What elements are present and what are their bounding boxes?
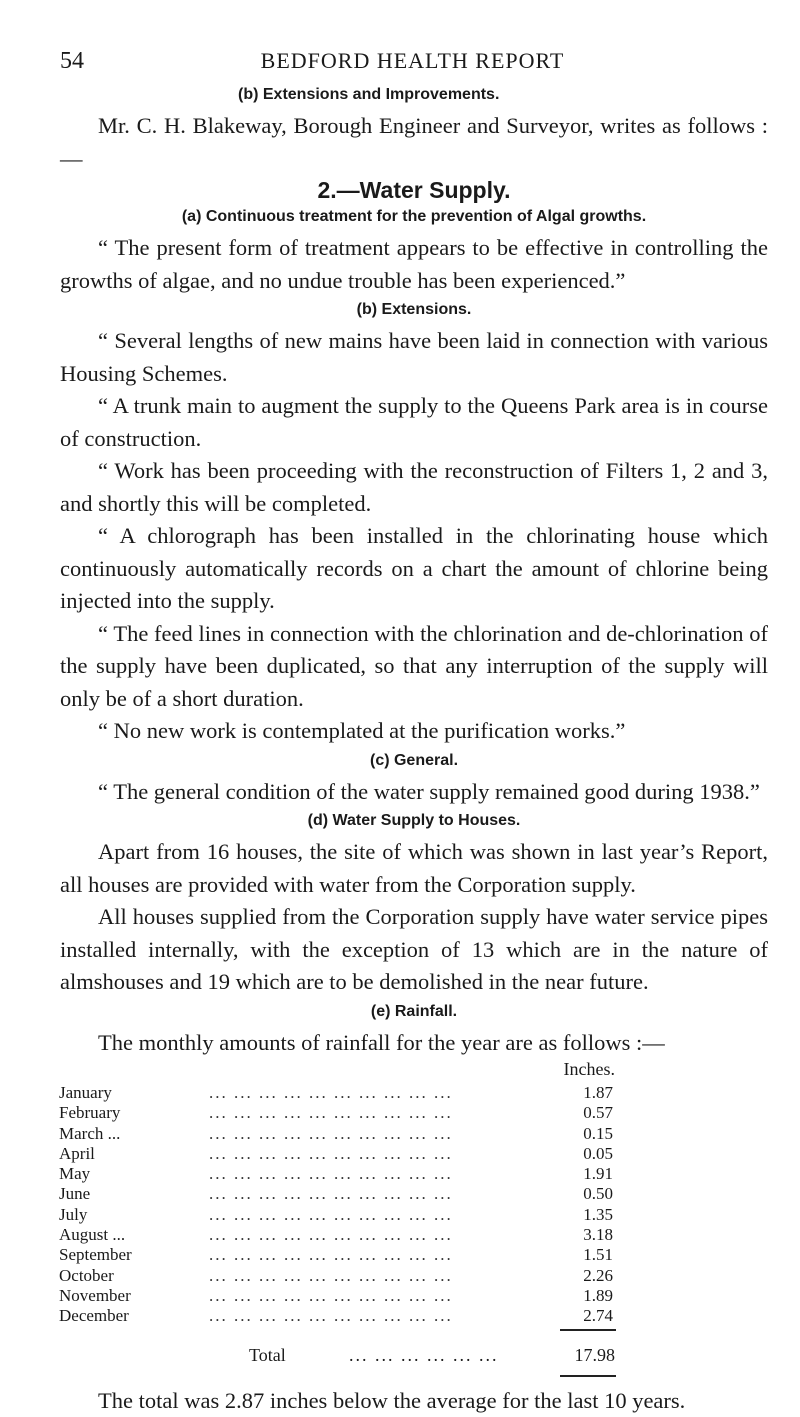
extensions-paragraphs	[60, 325, 768, 748]
rainfall-value: 0.15	[583, 1123, 613, 1143]
rainfall-value: 1.91	[583, 1164, 613, 1184]
table-row	[59, 1144, 619, 1164]
month-label: May	[59, 1164, 91, 1184]
leader-dots: ... ... ... ... ... ... ... ... ... ...	[209, 1184, 453, 1204]
leader-dots: ... ... ... ... ... ... ... ... ... ...	[209, 1164, 453, 1184]
leader-dots: ... ... ... ... ... ... ... ... ... ...	[209, 1306, 453, 1326]
rainfall-value: 2.26	[583, 1265, 613, 1285]
month-label: March ...	[59, 1123, 121, 1143]
rainfall-table	[59, 1059, 768, 1377]
total-rule-bottom	[560, 1375, 616, 1377]
total-row	[59, 1345, 619, 1371]
section-heading-extensions: (b) Extensions and Improvements.	[238, 86, 500, 103]
month-label: September	[59, 1245, 132, 1265]
table-row	[59, 1083, 619, 1103]
table-row	[59, 1205, 619, 1225]
leader-dots: ... ... ... ... ... ... ... ... ... ...	[209, 1265, 453, 1285]
month-label: January	[59, 1083, 112, 1102]
leader-dots: ... ... ... ... ... ... ... ... ... ...	[209, 1225, 453, 1245]
extensions-paragraph: “ No new work is contemplated at the purification works.”	[98, 718, 626, 743]
rainfall-value: 3.18	[583, 1225, 613, 1245]
leader-dots: ... ... ... ... ... ... ... ... ... ...	[209, 1123, 453, 1143]
month-label: February	[59, 1103, 121, 1123]
extensions-paragraph: “ A trunk main to augment the supply to the Queens Park area is in course of construction.	[60, 393, 768, 451]
extensions-paragraph: “ A chlorograph has been installed in the chlorinating house which continuously automatically records on a chart the amount of chlorine being injected into the supply.	[60, 523, 768, 613]
rainfall-unit-header: Inches.	[563, 1059, 615, 1079]
total-value: 17.98	[574, 1344, 615, 1365]
table-row	[59, 1306, 619, 1326]
month-label: December	[59, 1306, 129, 1326]
leader-dots: ... ... ... ... ... ...	[349, 1344, 499, 1365]
extensions-paragraph: “ Work has been proceeding with the reconstruction of Filters 1, 2 and 3, and shortly this will be completed.	[60, 458, 768, 516]
extensions-paragraph: “ The feed lines in connection with the chlorination and de-chlorination of the supply have been duplicated, so that any interruption of the supply will only be of a short duration.	[60, 620, 768, 711]
page-body	[60, 86, 768, 1417]
rainfall-heading: (e) Rainfall.	[370, 1002, 458, 1020]
general-paragraph: “ The general condition of the water supply remained good during 1938.”	[98, 778, 760, 804]
table-row	[59, 1245, 619, 1265]
total-rule-top	[560, 1329, 616, 1331]
houses-paragraph: Apart from 16 houses, the site of which was shown in last year’s Report, all houses are provided with water from the Corporation supply.	[60, 839, 768, 897]
intro-paragraph: Mr. C. H. Blakeway, Borough Engineer and Surveyor, writes as follows :—	[60, 113, 768, 171]
general-heading: (c) General.	[369, 751, 459, 769]
table-row	[59, 1124, 619, 1144]
leader-dots: ... ... ... ... ... ... ... ... ... ...	[209, 1245, 453, 1265]
algal-growths-paragraph: “ The present form of treatment appears to be effective in controlling the growths of algae, and no undue trouble has been experienced.”	[60, 235, 768, 293]
month-label: July	[59, 1204, 88, 1224]
rainfall-value: 1.35	[583, 1204, 613, 1224]
running-header	[60, 48, 765, 78]
month-label: August ...	[59, 1225, 126, 1245]
table-row	[59, 1164, 619, 1184]
houses-paragraph: All houses supplied from the Corporation supply have water service pipes installed internally, with the exception of 13 which are in the nature of almshouses and 19 which are to be demolished in the near future.	[60, 904, 768, 994]
rainfall-value: 1.87	[583, 1083, 613, 1102]
rainfall-value: 0.57	[583, 1103, 613, 1123]
table-row	[59, 1225, 619, 1245]
rainfall-intro: The monthly amounts of rainfall for the year are as follows :—	[98, 1029, 665, 1055]
month-label: October	[59, 1265, 114, 1285]
extensions-paragraph: “ Several lengths of new mains have been laid in connection with various Housing Schemes.	[60, 328, 768, 386]
running-title: BEDFORD HEALTH REPORT	[260, 48, 565, 73]
closing-paragraph: The total was 2.87 inches below the average for the last 10 years.	[98, 1387, 686, 1413]
leader-dots: ... ... ... ... ... ... ... ... ... ...	[209, 1285, 453, 1305]
month-label: November	[59, 1285, 131, 1305]
table-row	[59, 1266, 619, 1286]
leader-dots: ... ... ... ... ... ... ... ... ... ...	[209, 1204, 453, 1224]
month-label: April	[59, 1143, 95, 1163]
leader-dots: ... ... ... ... ... ... ... ... ... ...	[209, 1083, 453, 1102]
leader-dots: ... ... ... ... ... ... ... ... ... ...	[209, 1143, 453, 1163]
rainfall-value: 2.74	[583, 1306, 613, 1326]
extensions-heading: (b) Extensions.	[356, 301, 472, 318]
rainfall-value: 0.50	[583, 1184, 613, 1204]
leader-dots: ... ... ... ... ... ... ... ... ... ...	[209, 1103, 453, 1123]
algal-growths-heading: (a) Continuous treatment for the prevention of Algal growths.	[181, 208, 647, 225]
total-label: Total	[249, 1344, 286, 1365]
table-row	[59, 1286, 619, 1306]
table-row	[59, 1184, 619, 1204]
rainfall-value: 0.05	[583, 1143, 613, 1163]
month-label: June	[59, 1184, 91, 1204]
rainfall-value: 1.89	[583, 1285, 613, 1305]
water-supply-heading: 2.—Water Supply.	[317, 177, 511, 203]
rainfall-value: 1.51	[583, 1245, 613, 1265]
page-number: 54	[60, 48, 84, 74]
houses-heading: (d) Water Supply to Houses.	[307, 812, 521, 829]
table-row	[59, 1103, 619, 1123]
